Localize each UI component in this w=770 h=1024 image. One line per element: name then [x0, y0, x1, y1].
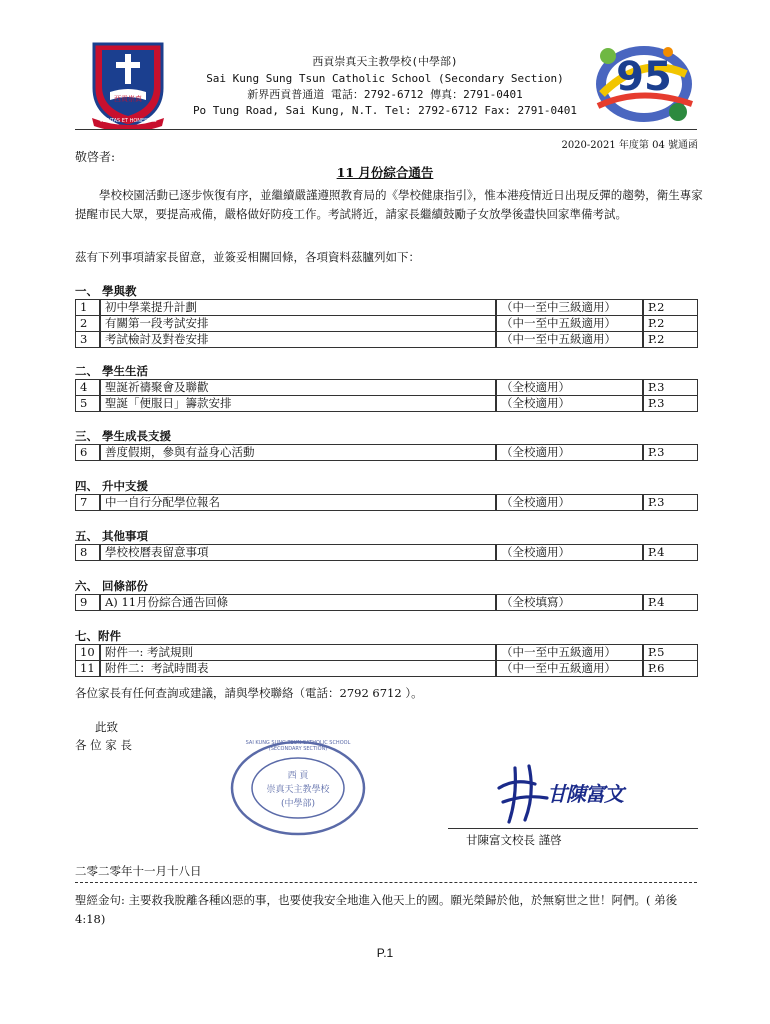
item-item-cell: 學校校曆表留意事項: [100, 544, 496, 561]
closing-1: 此致: [95, 720, 118, 734]
item-scope-cell: （全校適用）: [496, 544, 643, 561]
item-scope-cell: （全校適用）: [496, 444, 643, 461]
stamp-line-2: 崇真天主教學校: [266, 785, 330, 795]
item-item-cell: 聖誕祈禱聚會及聯歡: [100, 379, 496, 396]
item-item-cell: 中一自行分配學位報名: [100, 494, 496, 511]
item-item-cell: 初中學業提升計劃: [100, 299, 496, 316]
item-scope-cell: （全校填寫）: [496, 594, 643, 611]
item-page-cell: P.3: [643, 395, 698, 412]
item-page-cell: P.4: [643, 594, 698, 611]
page-number: P.1: [376, 946, 394, 960]
school-address-zh: 新界西貢普通道 電話：2792-6712 傳真：2791-0401: [247, 88, 523, 101]
item-scope-cell: （中一至中五級適用）: [496, 660, 643, 677]
intro-paragraph: 學校校園活動已逐步恢復有序，並繼續嚴謹遵照教育局的《學校健康指引》，惟本港疫情近日出現反彈的趨勢，衛生專家提醒市民大眾，要提高戒備，嚴格做好防疫工作。考試將近，請家長繼續鼓勵子女放學後盡快回家準備考試。: [75, 188, 703, 221]
item-no-cell: 11: [75, 660, 100, 677]
signature-mark: 甘陳富文: [547, 782, 623, 806]
section-title: 三、 學生成長支援: [75, 429, 172, 443]
salutation: 敬啓者:: [75, 150, 116, 164]
notice-title: 11 月份綜合通告: [336, 165, 434, 180]
item-scope-cell: （中一至中三級適用）: [496, 299, 643, 316]
item-item-cell: 附件二：考試時間表: [100, 660, 496, 677]
item-no-cell: 3: [75, 331, 100, 348]
item-page-cell: P.3: [643, 379, 698, 396]
section-title: 五、 其他事項: [75, 529, 149, 543]
item-no-cell: 6: [75, 444, 100, 461]
item-item-cell: 善度假期，參與有益身心活動: [100, 444, 496, 461]
item-item-cell: 考試檢討及對卷安排: [100, 331, 496, 348]
item-page-cell: P.3: [643, 494, 698, 511]
stamp-outer-text: SAI KUNG SUNG TSUN CATHOLIC SCHOOL (SECONDARY SECTION): [245, 740, 351, 752]
closing-2: 各 位 家 長: [75, 738, 132, 752]
footer-rule: [75, 882, 697, 883]
item-no-cell: 10: [75, 644, 100, 661]
item-item-cell: 有關第一段考試安排: [100, 315, 496, 332]
section-title: 六、 回條部份: [75, 579, 149, 593]
item-page-cell: P.6: [643, 660, 698, 677]
item-no-cell: 4: [75, 379, 100, 396]
item-no-cell: 1: [75, 299, 100, 316]
item-scope-cell: （中一至中五級適用）: [496, 644, 643, 661]
principal-signature: [495, 758, 635, 828]
letter-date: 二零二零年十一月十八日: [75, 864, 202, 878]
section-title: 一、 學與教: [75, 284, 137, 298]
item-scope-cell: （全校適用）: [496, 395, 643, 412]
header-rule: [75, 129, 697, 130]
item-page-cell: P.3: [643, 444, 698, 461]
item-no-cell: 2: [75, 315, 100, 332]
item-page-cell: P.4: [643, 544, 698, 561]
stamp-line-3: (中學部): [280, 799, 316, 809]
item-page-cell: P.2: [643, 331, 698, 348]
crest-motto: VERITAS ET HONESTAS: [99, 118, 157, 124]
item-scope-cell: （中一至中五級適用）: [496, 331, 643, 348]
signer: 甘陳富文校長 謹啓: [466, 833, 562, 847]
letter-number: 2020-2021 年度第 04 號通函: [561, 140, 698, 151]
school-address-en: Po Tung Road, Sai Kung, N.T. Tel: 2792-6712 Fax: 2791-0401: [192, 104, 578, 117]
item-item-cell: 附件一: 考試規則: [100, 644, 496, 661]
item-scope-cell: （全校適用）: [496, 494, 643, 511]
section-title: 二、 學生生活: [75, 364, 149, 378]
item-no-cell: 7: [75, 494, 100, 511]
section-title: 四、 升中支援: [75, 479, 149, 493]
school-name-en: Sai Kung Sung Tsun Catholic School (Secondary Section): [206, 72, 564, 85]
stamp-line-1: 西 貢: [287, 771, 309, 781]
crest-text: 西貢崇真: [114, 95, 142, 103]
item-no-cell: 8: [75, 544, 100, 561]
item-item-cell: 聖誕「便服日」籌款安排: [100, 395, 496, 412]
school-stamp: [228, 738, 368, 838]
item-page-cell: P.2: [643, 315, 698, 332]
item-scope-cell: （中一至中五級適用）: [496, 315, 643, 332]
item-no-cell: 9: [75, 594, 100, 611]
anniversary-number: 95: [616, 54, 672, 100]
notice-line: 茲有下列事項請家長留意，並簽妥相關回條，各項資料茲臚列如下：: [75, 250, 420, 264]
item-item-cell: A) 11月份綜合通告回條: [100, 594, 496, 611]
school-name-zh: 西貢崇真天主教學校(中學部): [312, 55, 458, 68]
bible-verse: 聖經金句: 主要救我脫離各種凶惡的事，也要使我安全地進入他天上的國。願光榮歸於他，於無窮世之世！阿們。( 弟後 4:18): [75, 893, 678, 926]
item-no-cell: 5: [75, 395, 100, 412]
item-scope-cell: （全校適用）: [496, 379, 643, 396]
signature-rule: [448, 828, 698, 829]
item-page-cell: P.5: [643, 644, 698, 661]
contact-line: 各位家長有任何查詢或建議，請與學校聯絡（電話：2792 6712 ）。: [75, 686, 423, 700]
item-page-cell: P.2: [643, 299, 698, 316]
section-title: 七、附件: [75, 629, 121, 643]
